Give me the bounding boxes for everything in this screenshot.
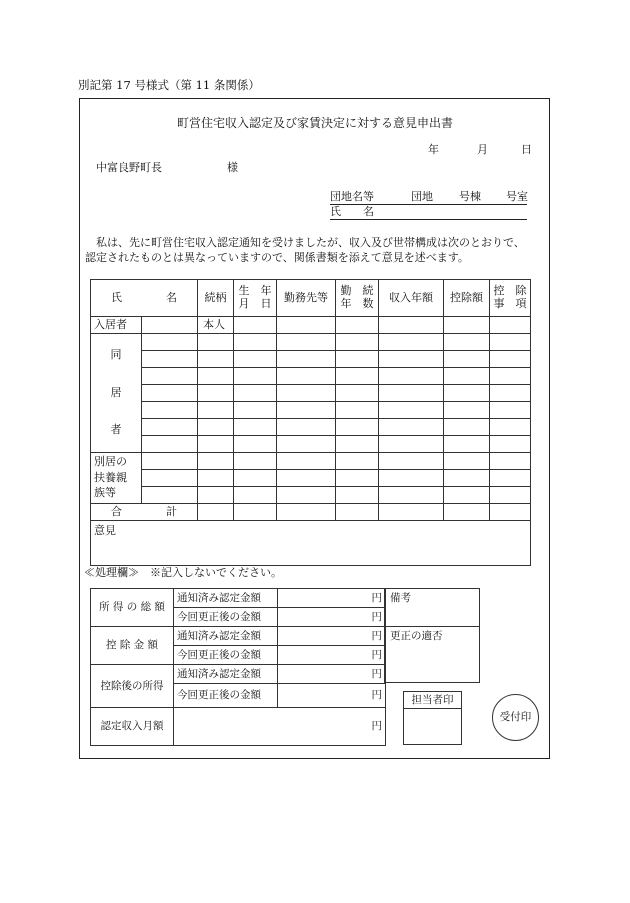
cell[interactable] bbox=[379, 504, 444, 521]
proc-amount[interactable] bbox=[278, 589, 386, 608]
header-relation: 続柄 bbox=[198, 280, 234, 317]
proc-label-deduction: 控 除 金 額 bbox=[91, 627, 174, 665]
cell[interactable] bbox=[142, 351, 198, 368]
cohabitant-label bbox=[91, 334, 142, 453]
yen-unit: 円 bbox=[371, 720, 382, 733]
cell[interactable] bbox=[198, 504, 234, 521]
cell[interactable] bbox=[444, 402, 490, 419]
cell[interactable] bbox=[490, 504, 531, 521]
dependents-line-1: 別居の bbox=[94, 455, 127, 469]
yen-unit: 円 bbox=[371, 667, 382, 680]
cell[interactable] bbox=[379, 368, 444, 385]
cell[interactable] bbox=[336, 453, 379, 470]
cell[interactable] bbox=[198, 385, 234, 402]
cell[interactable] bbox=[490, 385, 531, 402]
cell[interactable] bbox=[198, 436, 234, 453]
cell[interactable] bbox=[444, 368, 490, 385]
cell[interactable] bbox=[336, 436, 379, 453]
cell[interactable] bbox=[198, 334, 234, 351]
cell[interactable] bbox=[234, 453, 277, 470]
cell[interactable] bbox=[444, 385, 490, 402]
cell[interactable] bbox=[198, 368, 234, 385]
cell[interactable] bbox=[490, 402, 531, 419]
cell[interactable] bbox=[490, 351, 531, 368]
header-ded-line-1: 控 除 bbox=[493, 284, 527, 298]
cell[interactable] bbox=[379, 402, 444, 419]
cell[interactable] bbox=[490, 419, 531, 436]
cell[interactable] bbox=[379, 385, 444, 402]
cell[interactable] bbox=[336, 470, 379, 487]
cell[interactable] bbox=[444, 317, 490, 334]
cell[interactable] bbox=[336, 402, 379, 419]
proc-line-revised: 今回更正後の金額 bbox=[174, 608, 278, 627]
cell[interactable] bbox=[379, 419, 444, 436]
cohabitant-row bbox=[91, 334, 531, 351]
header-workplace: 勤務先等 bbox=[277, 280, 336, 317]
cell[interactable] bbox=[198, 351, 234, 368]
cell[interactable] bbox=[142, 470, 198, 487]
processing-header: ≪処理欄≫ ※記入しないでください。 bbox=[84, 566, 282, 579]
cell[interactable] bbox=[142, 334, 198, 351]
proc-label-after-deduction: 控除後の所得 bbox=[91, 665, 174, 708]
cell[interactable] bbox=[234, 402, 277, 419]
proc-amount-monthly[interactable] bbox=[174, 708, 386, 746]
header-birth-line-2: 月 日 bbox=[238, 297, 272, 310]
household-table bbox=[90, 279, 531, 566]
addressee-name: 中富良野町長 bbox=[96, 161, 162, 174]
yen-unit: 円 bbox=[371, 629, 382, 642]
date-day: 日 bbox=[521, 143, 532, 156]
cohabitant-char-2: 居 bbox=[110, 385, 122, 399]
opinion-row bbox=[91, 521, 531, 566]
cell[interactable] bbox=[379, 487, 444, 504]
cell[interactable] bbox=[234, 419, 277, 436]
proc-amount[interactable] bbox=[278, 665, 386, 684]
danchi-label: 団地名等 bbox=[330, 190, 374, 203]
resident-label: 入居者 bbox=[91, 317, 142, 334]
cell[interactable] bbox=[277, 487, 336, 504]
receipt-stamp-label: 受付印 bbox=[499, 711, 532, 723]
proc-line-revised: 今回更正後の金額 bbox=[174, 684, 278, 708]
cohabitant-row bbox=[91, 402, 531, 419]
header-tenure bbox=[336, 280, 379, 317]
yen-unit: 円 bbox=[371, 648, 382, 661]
cell[interactable] bbox=[444, 419, 490, 436]
cell[interactable] bbox=[198, 453, 234, 470]
proc-label-monthly: 認定収入月額 bbox=[91, 708, 174, 746]
dependents-label bbox=[91, 453, 142, 504]
cell[interactable] bbox=[490, 470, 531, 487]
room-suffix: 号室 bbox=[506, 190, 528, 203]
proc-line-revised: 今回更正後の金額 bbox=[174, 646, 278, 665]
cell[interactable] bbox=[277, 351, 336, 368]
cell[interactable] bbox=[142, 419, 198, 436]
cell[interactable] bbox=[198, 487, 234, 504]
cell[interactable] bbox=[379, 453, 444, 470]
cell[interactable] bbox=[234, 334, 277, 351]
cell[interactable] bbox=[277, 334, 336, 351]
correction-label: 更正の適否 bbox=[390, 630, 443, 642]
proc-amount[interactable] bbox=[278, 684, 386, 708]
cell[interactable] bbox=[379, 317, 444, 334]
cell[interactable] bbox=[234, 436, 277, 453]
cell[interactable] bbox=[336, 334, 379, 351]
cell[interactable] bbox=[379, 436, 444, 453]
cell[interactable] bbox=[142, 436, 198, 453]
cell[interactable] bbox=[234, 351, 277, 368]
cell[interactable] bbox=[277, 436, 336, 453]
cell[interactable] bbox=[336, 368, 379, 385]
cell[interactable] bbox=[490, 453, 531, 470]
cell[interactable] bbox=[234, 504, 277, 521]
cell[interactable] bbox=[336, 504, 379, 521]
cell[interactable] bbox=[277, 368, 336, 385]
cell[interactable] bbox=[490, 487, 531, 504]
header-birthdate bbox=[234, 280, 277, 317]
cell[interactable] bbox=[277, 504, 336, 521]
proc-amount[interactable] bbox=[278, 608, 386, 627]
cell[interactable] bbox=[234, 368, 277, 385]
proc-line-notified: 通知済み認定金額 bbox=[174, 589, 278, 608]
cell[interactable] bbox=[142, 453, 198, 470]
date-year: 年 bbox=[428, 143, 439, 156]
proc-amount[interactable] bbox=[278, 646, 386, 665]
cell[interactable] bbox=[444, 453, 490, 470]
cell[interactable] bbox=[142, 368, 198, 385]
dependent-row bbox=[91, 453, 531, 470]
remarks-box bbox=[384, 588, 480, 627]
cell[interactable] bbox=[277, 317, 336, 334]
cell[interactable] bbox=[379, 470, 444, 487]
cohabitant-row bbox=[91, 436, 531, 453]
cell[interactable] bbox=[444, 470, 490, 487]
addressee-honorific: 様 bbox=[227, 161, 238, 174]
dependents-line-2: 扶養親 bbox=[94, 470, 127, 484]
cell[interactable] bbox=[198, 470, 234, 487]
proc-line-notified: 通知済み認定金額 bbox=[174, 665, 278, 684]
dependent-row bbox=[91, 470, 531, 487]
cohabitant-char-1: 同 bbox=[110, 348, 122, 362]
resident-row bbox=[91, 317, 531, 334]
cell[interactable] bbox=[490, 436, 531, 453]
yen-unit: 円 bbox=[371, 610, 382, 623]
resident-relation: 本人 bbox=[198, 317, 234, 334]
cell[interactable] bbox=[234, 487, 277, 504]
processing-table bbox=[90, 588, 386, 746]
cell[interactable] bbox=[379, 351, 444, 368]
yen-unit: 円 bbox=[371, 689, 382, 702]
header-tenure-line-1: 勤 続 bbox=[340, 284, 374, 298]
body-text-line-1: 私は、先に町営住宅収入認定通知を受けましたが、収入及び世帯構成は次のとおりで、 bbox=[96, 236, 525, 249]
cell[interactable] bbox=[379, 334, 444, 351]
cell[interactable] bbox=[234, 470, 277, 487]
cell[interactable] bbox=[234, 385, 277, 402]
opinion-field[interactable] bbox=[91, 521, 531, 566]
yen-unit: 円 bbox=[371, 591, 382, 604]
cohabitant-char-3: 者 bbox=[110, 423, 122, 437]
header-deduction: 控除額 bbox=[444, 280, 490, 317]
correction-box bbox=[384, 626, 480, 683]
cell[interactable] bbox=[444, 504, 490, 521]
cell[interactable] bbox=[142, 385, 198, 402]
header-deduction-items bbox=[490, 280, 531, 317]
cell[interactable] bbox=[142, 487, 198, 504]
cell[interactable] bbox=[142, 317, 198, 334]
cell[interactable] bbox=[444, 351, 490, 368]
date-month: 月 bbox=[477, 143, 488, 156]
cell[interactable] bbox=[142, 402, 198, 419]
officer-seal-box bbox=[403, 691, 462, 745]
remarks-label: 備考 bbox=[390, 592, 411, 604]
header-income: 収入年額 bbox=[379, 280, 444, 317]
cell[interactable] bbox=[444, 334, 490, 351]
body-text-line-2: 認定されたものとは異なっていますので、関係書類を添えて意見を述べます。 bbox=[85, 251, 469, 264]
cell[interactable] bbox=[490, 368, 531, 385]
opinion-label: 意見 bbox=[94, 524, 116, 537]
total-label: 合 計 bbox=[91, 504, 198, 521]
cell[interactable] bbox=[277, 385, 336, 402]
cell[interactable] bbox=[336, 385, 379, 402]
cohabitant-row bbox=[91, 368, 531, 385]
building-suffix: 号棟 bbox=[459, 190, 481, 203]
cohabitant-row bbox=[91, 419, 531, 436]
dependent-row bbox=[91, 487, 531, 504]
cohabitant-row bbox=[91, 351, 531, 368]
cell[interactable] bbox=[277, 419, 336, 436]
cell[interactable] bbox=[198, 419, 234, 436]
cell[interactable] bbox=[277, 402, 336, 419]
cell[interactable] bbox=[490, 334, 531, 351]
header-ded-line-2: 事 項 bbox=[493, 297, 527, 310]
dependents-line-3: 族等 bbox=[94, 486, 116, 500]
cell[interactable] bbox=[336, 351, 379, 368]
receipt-stamp-circle bbox=[492, 694, 539, 741]
cohabitant-row bbox=[91, 385, 531, 402]
cell[interactable] bbox=[336, 487, 379, 504]
header-name: 氏 名 bbox=[91, 280, 198, 317]
form-title: 町営住宅収入認定及び家賃決定に対する意見申出書 bbox=[176, 116, 453, 130]
applicant-name-label: 氏 名 bbox=[330, 205, 374, 218]
officer-seal-label: 担当者印 bbox=[404, 692, 461, 709]
total-row bbox=[91, 504, 531, 521]
proc-amount[interactable] bbox=[278, 627, 386, 646]
header-birth-line-1: 生 年 bbox=[238, 284, 272, 298]
header-tenure-line-2: 年 数 bbox=[340, 297, 374, 310]
cell[interactable] bbox=[277, 453, 336, 470]
cell[interactable] bbox=[444, 436, 490, 453]
proc-line-notified: 通知済み認定金額 bbox=[174, 627, 278, 646]
cell[interactable] bbox=[336, 317, 379, 334]
cell[interactable] bbox=[198, 402, 234, 419]
cell[interactable] bbox=[336, 419, 379, 436]
form-number: 別記第 17 号様式（第 11 条関係） bbox=[78, 78, 260, 92]
cell[interactable] bbox=[277, 470, 336, 487]
cell[interactable] bbox=[490, 317, 531, 334]
cell[interactable] bbox=[444, 487, 490, 504]
proc-label-total-income: 所 得 の 総 額 bbox=[91, 589, 174, 627]
danchi-suffix: 団地 bbox=[411, 190, 433, 203]
cell[interactable] bbox=[234, 317, 277, 334]
